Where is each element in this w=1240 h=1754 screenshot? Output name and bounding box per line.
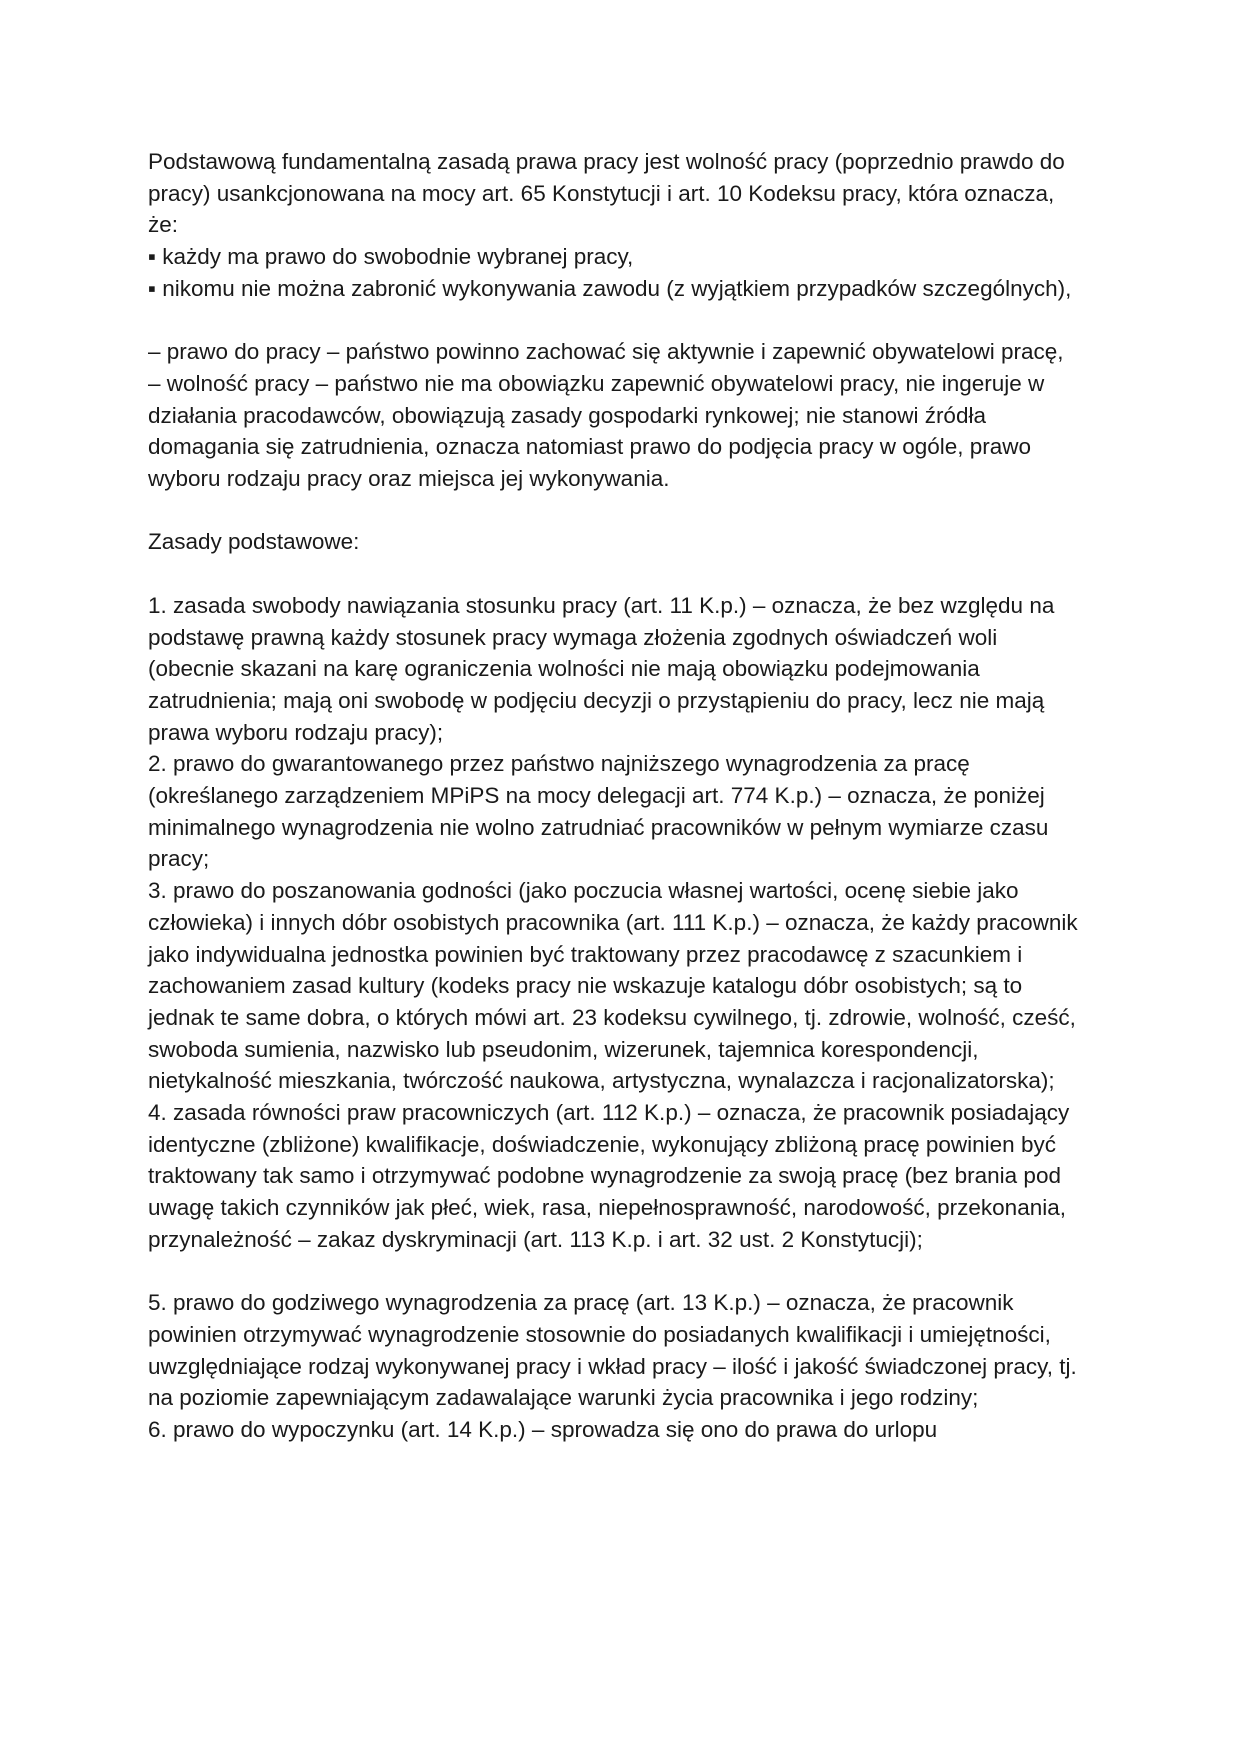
numbered-item: 1. zasada swobody nawiązania stosunku pracy (art. 11 K.p.) – oznacza, że bez względu na podstawę prawną każdy stosunek pracy wymaga złożenia zgodnych oświadczeń woli (obecnie skazani na karę ograniczenia wolności nie mają obowiązku podejmowania zatrudnienia; mają oni swobodę w podjęciu decyzji o przystąpieniu do pracy, lecz nie mają prawa wyboru rodzaju pracy); bbox=[148, 592, 1061, 745]
dash-item: – prawo do pracy – państwo powinno zachować się aktywnie i zapewnić obywatelowi pracę, bbox=[148, 339, 1064, 365]
bullet-item: ▪ nikomu nie można zabronić wykonywania zawodu (z wyjątkiem przypadków szczególnych), bbox=[148, 275, 1072, 301]
paragraph-spacer bbox=[148, 1256, 1088, 1288]
numbered-item: 4. zasada równości praw pracowniczych (art. 112 K.p.) – oznacza, że pracownik posiadający identyczne (zbliżone) kwalifikacje, doświadczenie, wykonujący zbliżoną pracę powinien być traktowany tak samo i otrzymywać podobne wynagrodzenie za swoją pracę (bez brania pod uwagę takich czynników jak płeć, wiek, rasa, niepełnosprawność, narodowość, przekonania, przynależność – zakaz dyskryminacji (art. 113 K.p. i art. 32 ust. 2 Konstytucji); bbox=[148, 1100, 1076, 1252]
numbered-item: 3. prawo do poszanowania godności (jako poczucia własnej wartości, ocenę siebie jako człowieka) i innych dóbr osobistych pracownika (art. 111 K.p.) – oznacza, że każdy pracownik jako indywidualna jednostka powinien być traktowany przez pracodawcę z szacunkiem i zachowaniem zasad kultury (kodeks pracy nie wskazuje katalogu dóbr osobistych; są to jednak te same dobra, o których mówi art. 23 kodeksu cywilnego, tj. zdrowie, wolność, cześć, swoboda sumienia, nazwisko lub pseudonim, wizerunek, tajemnica korespondencji, nietykalność mieszkania, twórczość naukowa, artystyczna, wynalazcza i racjonalizatorska); bbox=[148, 878, 1084, 1094]
paragraph-spacer bbox=[148, 558, 1088, 590]
numbered-item: 2. prawo do gwarantowanego przez państwo najniższego wynagrodzenia za pracę (określanego zarządzeniem MPiPS na mocy delegacji art. 774 K.p.) – oznacza, że poniżej minimalnego wynagrodzenia nie wolno zatrudniać pracowników w pełnym wymiarze czasu pracy; bbox=[148, 751, 1055, 872]
numbered-item: 5. prawo do godziwego wynagrodzenia za pracę (art. 13 K.p.) – oznacza, że pracownik powinien otrzymywać wynagrodzenie stosownie do posiadanych kwalifikacji i umiejętności, uwzględniające rodzaj wykonywanej pracy i wkład pracy – ilość i jakość świadczonej pracy, tj. na poziomie zapewniającym zadawalające warunki życia pracownika i jego rodziny; bbox=[148, 1290, 1084, 1411]
dash-item: – wolność pracy – państwo nie ma obowiązku zapewnić obywatelowi pracy, nie ingeruje w działania pracodawców, obowiązują zasady gospodarki rynkowej; nie stanowi źródła domagania się zatrudnienia, oznacza natomiast prawo do podjęcia pracy w ogóle, prawo wyboru rodzaju pracy oraz miejsca jej wykonywania. bbox=[148, 370, 1051, 492]
intro-paragraph: Podstawową fundamentalną zasadą prawa pracy jest wolność pracy (poprzednio prawdo do pracy) usankcjonowana na mocy art. 65 Konstytucji i art. 10 Kodeksu pracy, która oznacza, że: bbox=[148, 149, 1072, 238]
document-body bbox=[148, 146, 1088, 1446]
paragraph-spacer bbox=[148, 305, 1088, 337]
bullet-item: ▪ każdy ma prawo do swobodnie wybranej pracy, bbox=[148, 244, 634, 270]
paragraph-spacer bbox=[148, 495, 1088, 527]
section-heading: Zasady podstawowe: bbox=[148, 529, 360, 555]
numbered-item: 6. prawo do wypoczynku (art. 14 K.p.) – sprowadza się ono do prawa do urlopu bbox=[148, 1417, 938, 1443]
